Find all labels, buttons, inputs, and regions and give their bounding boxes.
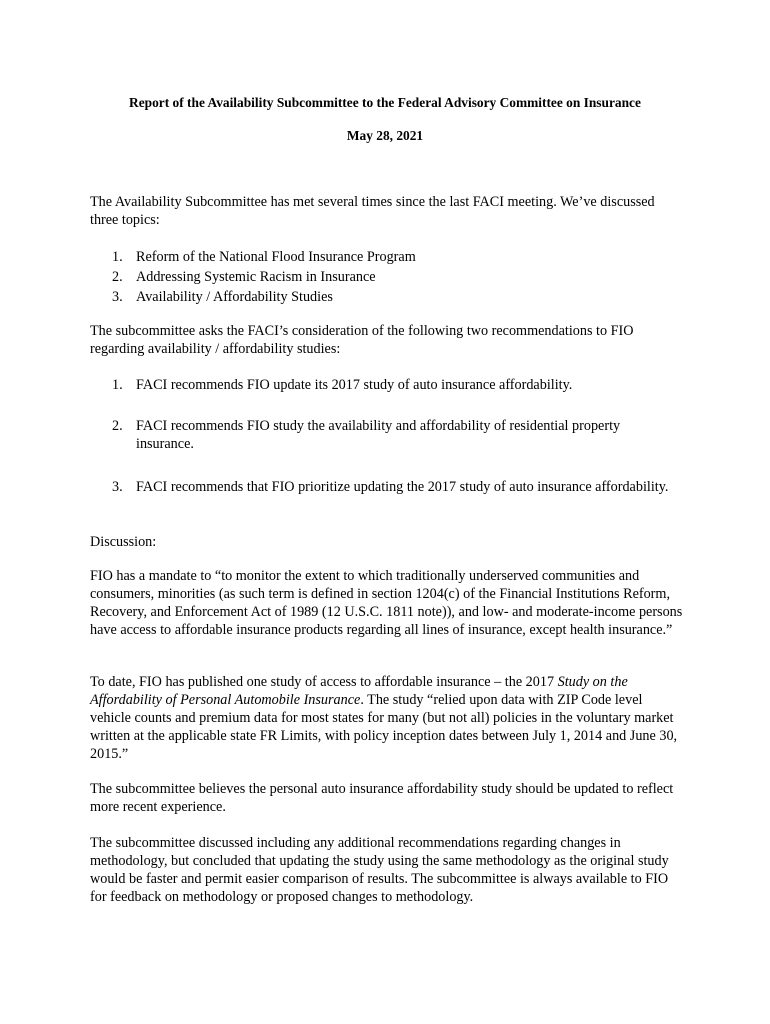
list-item-text: Addressing Systemic Racism in Insurance [136,269,376,285]
study-paragraph [90,673,685,763]
list-number: 1. [112,249,123,265]
topics-list [90,248,680,308]
concluded-paragraph: The subcommittee discussed including any additional recommendations regarding changes in methodology, but concluded that updating the study using the same methodology as the original study would be faster and permit easier comparison of results. The subcommittee is always available to FIO for feedback on methodology or proposed changes to methodology. [90,835,669,905]
intro-paragraph: The Availability Subcommittee has met several times since the last FACI meeting. We’ve discussed three topics: [90,194,655,228]
list-item-text: Reform of the National Flood Insurance Program [136,249,416,265]
list-number: 3. [112,479,123,495]
list-item [90,417,680,478]
list-item [90,478,680,518]
recommendations-list [90,376,680,518]
study-title: Study on the Affordability of Personal Automobile Insurance [90,674,628,708]
study-text-after: . The study “relied upon data with ZIP Code level vehicle counts and premium data for most states for many (but not all) policies in the voluntary market written at the applicable state FR Limits, with policy inception dates between July 1, 2014 and June 30, 2015.” [90,692,678,762]
request-paragraph: The subcommittee asks the FACI’s consideration of the following two recommendations to FIO regarding availability / affordability studies: [90,323,634,357]
list-item [90,288,680,308]
believes-paragraph: The subcommittee believes the personal auto insurance affordability study should be updated to reflect more recent experience. [90,781,674,815]
list-number: 2. [112,269,123,285]
list-item [90,248,680,268]
list-number: 3. [112,289,123,305]
list-item-text: FACI recommends FIO update its 2017 study of auto insurance affordability. [136,377,573,393]
list-item-text: FACI recommends that FIO prioritize updating the 2017 study of auto insurance affordability. [136,479,669,495]
list-number: 2. [112,418,123,434]
report-title: Report of the Availability Subcommittee to the Federal Advisory Committee on Insurance [129,95,641,110]
list-item [90,268,680,288]
study-text-before: To date, FIO has published one study of access to affordable insurance – the 2017 [90,674,558,690]
list-item [90,376,680,417]
mandate-paragraph: FIO has a mandate to “to monitor the extent to which traditionally underserved communities and consumers, minorities (as such term is defined in section 1204(c) of the Financial Institutions Reform, Recovery, and Enforcement Act of 1989 (12 U.S.C. 1811 note)), and low- and moderate-income persons have access to affordable insurance products regarding all lines of insurance, except health insurance.” [90,568,683,638]
list-number: 1. [112,377,123,393]
report-date: May 28, 2021 [346,128,424,143]
list-item-text: FACI recommends FIO study the availability and affordability of residential property insurance. [136,418,621,452]
list-item-text: Availability / Affordability Studies [136,289,333,305]
discussion-heading: Discussion: [90,534,157,550]
